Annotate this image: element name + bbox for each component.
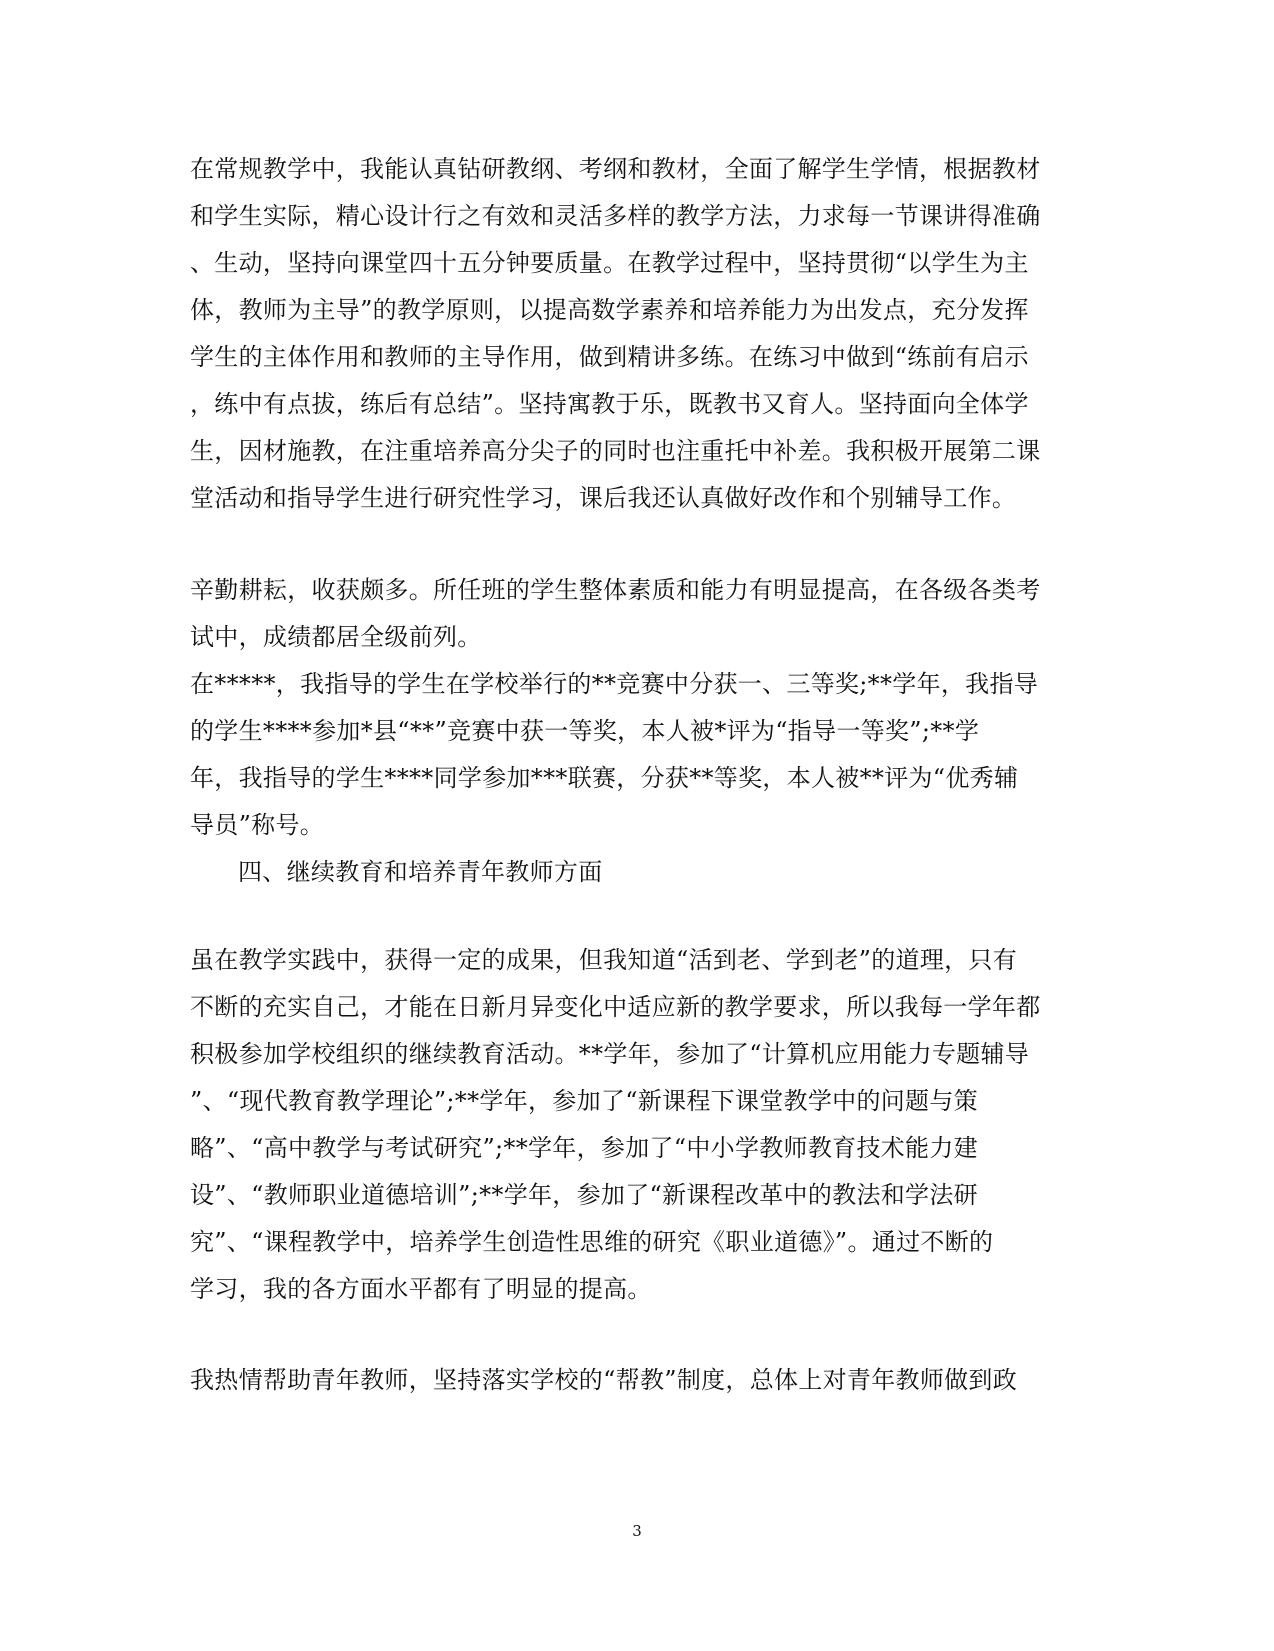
paragraph-line: ，练中有点拔，练后有总结”。坚持寓教于乐，既教书又育人。坚持面向全体学 [190,390,1029,418]
paragraph-line: 的学生****参加*县“**”竞赛中获一等奖，本人被*评为“指导一等奖”;**学 [190,717,980,745]
paragraph-line: 我热情帮助青年教师，坚持落实学校的“帮教”制度，总体上对青年教师做到政 [190,1366,1018,1394]
paragraph-line: 在常规教学中，我能认真钻研教纲、考纲和教材，全面了解学生学情，根据教材 [190,155,1041,183]
paragraph-line: ”、“现代教育教学理论”;**学年，参加了“新课程下课堂教学中的问题与策 [190,1087,978,1115]
paragraph-line: 设”、“教师职业道德培训”;**学年，参加了“新课程改革中的教法和学法研 [190,1181,978,1209]
paragraph-line: 虽在教学实践中，获得一定的成果，但我知道“活到老、学到老”的道理，只有 [190,946,1018,974]
paragraph-line: 学生的主体作用和教师的主导作用，做到精讲多练。在练习中做到“练前有启示 [190,343,1029,371]
paragraph-line: 导员”称号。 [190,811,325,839]
paragraph-line: 生，因材施教，在注重培养高分尖子的同时也注重托中补差。我积极开展第二课 [190,437,1041,465]
paragraph-line: 略”、“高中教学与考试研究”;**学年，参加了“中小学教师教育技术能力建 [190,1134,978,1162]
paragraph-line: 试中，成绩都居全级前列。 [190,623,482,651]
paragraph-line: 年，我指导的学生****同学参加***联赛，分获**等奖，本人被**评为“优秀辅 [190,764,1019,792]
paragraph-line: 堂活动和指导学生进行研究性学习，课后我还认真做好改作和个别辅导工作。 [190,484,1017,512]
paragraph-line: 不断的充实自己，才能在日新月异变化中适应新的教学要求，所以我每一学年都 [190,993,1041,1021]
paragraph-line: 辛勤耕耘，收获颇多。所任班的学生整体素质和能力有明显提高，在各级各类考 [190,576,1041,604]
paragraph-line: 在*****，我指导的学生在学校举行的**竞赛中分获一、三等奖;**学年，我指导 [190,670,1039,698]
paragraph-line: 积极参加学校组织的继续教育活动。**学年，参加了“计算机应用能力专题辅导 [190,1040,1030,1068]
paragraph-line: 和学生实际，精心设计行之有效和灵活多样的教学方法，力求每一节课讲得准确 [190,202,1041,230]
paragraph-line: 学习，我的各方面水平都有了明显的提高。 [190,1275,652,1303]
page-number: 3 [632,1522,642,1540]
section-heading: 四、继续教育和培养青年教师方面 [238,858,603,886]
paragraph-line: 究”、“课程教学中，培养学生创造性思维的研究《职业道德》”。通过不断的 [190,1228,994,1256]
paragraph-line: 、生动，坚持向课堂四十五分钟要质量。在教学过程中，坚持贯彻“以学生为主 [190,249,1029,277]
paragraph-line: 体，教师为主导”的教学原则，以提高数学素养和培养能力为出发点，充分发挥 [190,296,1029,324]
